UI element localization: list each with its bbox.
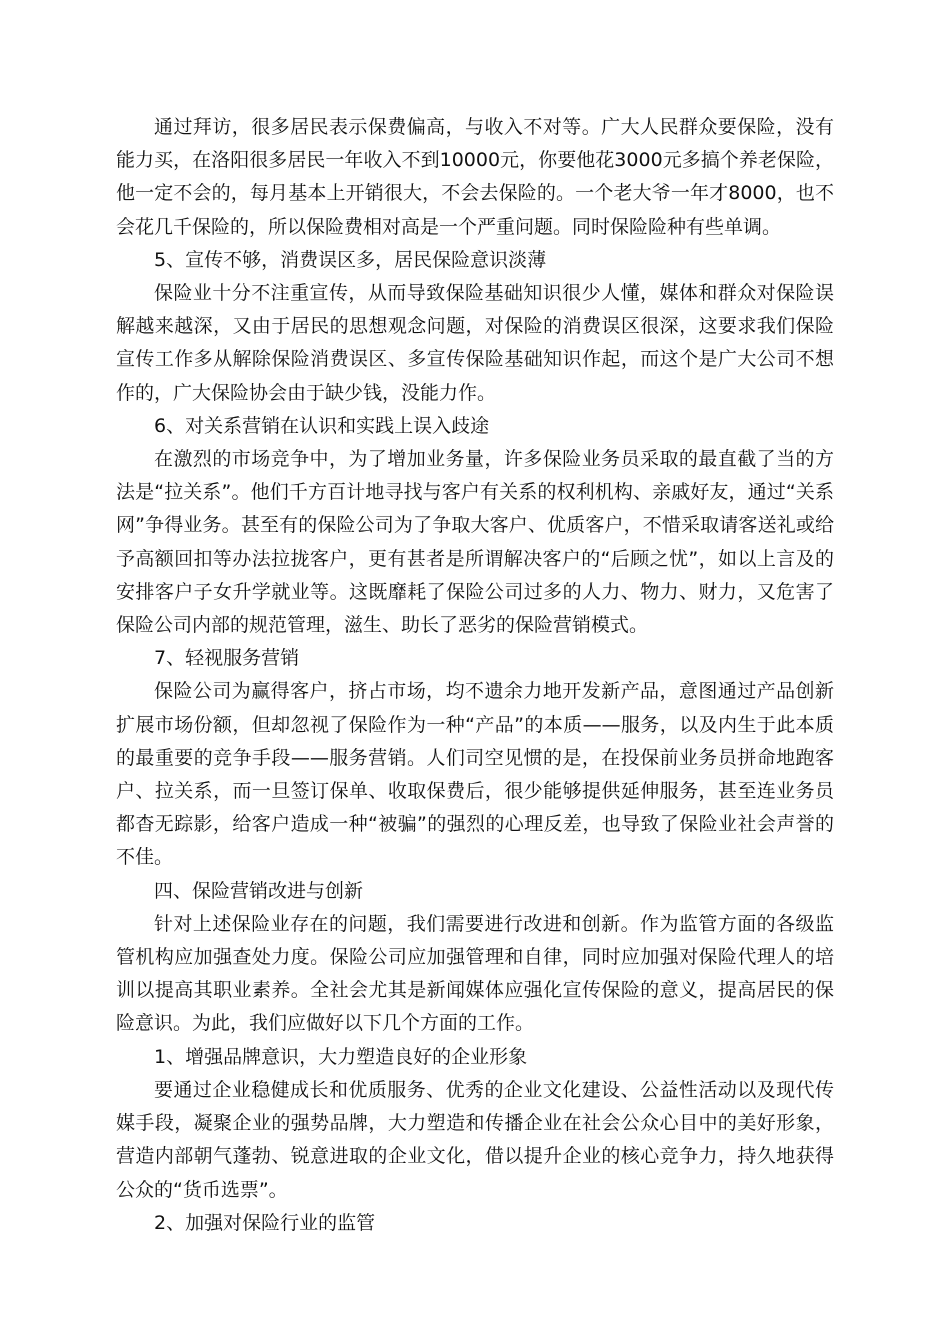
document-body [116, 111, 834, 1240]
paragraph-brand: 要通过企业稳健成长和优质服务、优秀的企业文化建设、公益性活动以及现代传媒手段，凝聚企业的强势品牌，大力塑造和传播企业在社会公众心目中的美好形象，营造内部朝气蓬勃、锐意进取的企业文化，借以提升企业的核心竞争力，持久地获得公众的“货币选票”。 [116, 1078, 834, 1201]
section-heading-6-relationship-marketing: 6、对关系营销在认识和实践上误入歧途 [154, 414, 490, 437]
paragraph-service-marketing: 保险公司为赢得客户，挤占市场，均不遗余力地开发新产品，意图通过产品创新扩展市场份额，但却忽视了保险作为一种“产品”的本质——服务，以及内生于此本质的最重要的竞争手段——服务营销。人们司空见惯的是，在投保前业务员拼命地跑客户、拉关系，而一旦签订保单、收取保费后，很少能够提供延伸服务，甚至连业务员都杳无踪影，给客户造成一种“被骗”的强烈的心理反差，也导致了保险业社会声誉的不佳。 [116, 680, 834, 869]
section-heading-5-publicity: 5、宣传不够，消费误区多，居民保险意识淡薄 [154, 248, 547, 271]
paragraph-improvement: 针对上述保险业存在的问题，我们需要进行改进和创新。作为监管方面的各级监管机构应加强查处力度。保险公司应加强管理和自律，同时应加强对保险代理人的培训以提高其职业素养。全社会尤其是新闻媒体应强化宣传保险的意义，提高居民的保险意识。为此，我们应做好以下几个方面的工作。 [116, 912, 834, 1035]
paragraph-relationship-marketing: 在激烈的市场竞争中，为了增加业务量，许多保险业务员采取的最直截了当的方法是“拉关系”。他们千方百计地寻找与客户有关系的权利机构、亲戚好友，通过“关系网”争得业务。甚至有的保险公司为了争取大客户、优质客户，不惜采取请客送礼或给予高额回扣等办法拉拢客户，更有甚者是所谓解决客户的“后顾之忧”，如以上言及的安排客户子女升学就业等。这既靡耗了保险公司过多的人力、物力、财力，又危害了保险公司内部的规范管理，滋生、助长了恶劣的保险营销模式。 [116, 448, 834, 637]
paragraph-publicity: 保险业十分不注重宣传，从而导致保险基础知识很少人懂，媒体和群众对保险误解越来越深，又由于居民的思想观念问题，对保险的消费误区很深，这要求我们保险宣传工作多从解除保险消费误区、多宣传保险基础知识作起，而这个是广大公司不想作的，广大保险协会由于缺少钱，没能力作。 [116, 282, 834, 404]
section-heading-7-service-marketing: 7、轻视服务营销 [154, 647, 300, 670]
section-heading-1-brand: 1、增强品牌意识，大力塑造良好的企业形象 [154, 1045, 528, 1068]
section-heading-2-regulation: 2、加强对保险行业的监管 [154, 1211, 376, 1234]
section-heading-4-improvement: 四、保险营销改进与创新 [154, 879, 364, 902]
paragraph-premium-too-high: 通过拜访，很多居民表示保费偏高，与收入不对等。广大人民群众要保险，没有能力买，在洛阳很多居民一年收入不到10000元，你要他花3000元多搞个养老保险，他一定不会的，每月基本上开销很大，不会去保险的。一个老大爷一年才8000，也不会花几千保险的，所以保险费相对高是一个严重问题。同时保险险种有些单调。 [116, 116, 834, 238]
